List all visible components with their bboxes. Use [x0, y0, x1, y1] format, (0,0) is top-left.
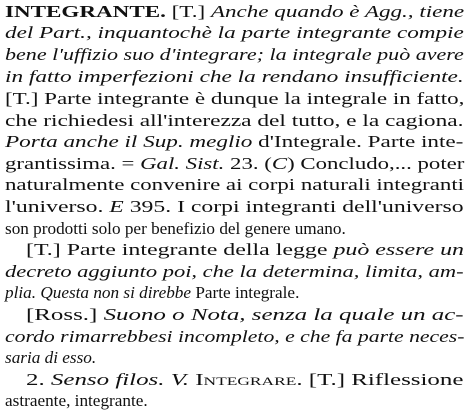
entry-text: bene l'uffizio suo d'integrare; la integrale può avere [5, 45, 464, 64]
entry-line [5, 326, 464, 348]
entry-text: Anche quando è Agg., tiene [210, 2, 465, 21]
entry-text: che richiedesi all'interezza del tutto, e la cagiona. [5, 111, 464, 130]
entry-line [5, 66, 464, 88]
entry-text: E [109, 197, 124, 216]
entry-line [5, 261, 464, 283]
entry-text: Senso filos. V. [50, 370, 189, 389]
entry-text: saria di esso. [5, 348, 97, 367]
entry-text: cordo rimarrebbesi incompleto, e che fa parte neces- [5, 327, 465, 346]
entry-text: in fatto imperfezioni che la rendano insufficiente. [5, 67, 464, 86]
headword: INTEGRANTE. [5, 2, 166, 21]
entry-text: . [T.] Riflessione [296, 370, 464, 389]
entry-text: [Ross.] [26, 305, 104, 324]
entry-text: può essere un [333, 240, 465, 259]
entry-text: Gal. Sist. [140, 154, 225, 173]
entry-line [5, 218, 346, 240]
entry-text: 23. ( [224, 154, 272, 173]
entry-line [5, 88, 464, 110]
entry-text: son prodotti solo per benefizio del genere umano. [5, 219, 346, 238]
entry-line [26, 239, 464, 261]
entry-text: naturalmente convenire ai corpi naturali integranti [5, 175, 465, 194]
entry-line [26, 369, 463, 391]
entry-text: [T.] [165, 2, 211, 21]
entry-text: 2. [26, 370, 51, 389]
entry-text: ) Concludo,... poter [287, 154, 465, 173]
entry-text: d'Integrale. Parte inte- [252, 132, 464, 151]
entry-line [5, 153, 464, 175]
entry-text: C [271, 154, 288, 173]
entry-line [5, 22, 464, 44]
entry-text: plia. Questa non si direbbe [5, 283, 192, 302]
entry-text: [T.] Parte integrante è dunque la integrale in fatto, [5, 89, 465, 108]
entry-line [5, 1, 464, 23]
entry-line [5, 390, 148, 412]
entry-line [26, 304, 464, 326]
entry-text: 395. I corpi integranti dell'universo [123, 197, 464, 216]
entry-text: Integrare [188, 370, 297, 389]
entry-text: [T.] Parte integrante della legge [26, 240, 334, 259]
entry-line [5, 44, 464, 66]
entry-line [5, 282, 299, 304]
entry-text: Suono o Nota, senza la quale un ac- [103, 305, 464, 324]
entry-text: Porta anche il Sup. meglio [5, 132, 253, 151]
entry-text: grantissima. = [5, 154, 141, 173]
entry-text: Parte integrale. [191, 283, 300, 302]
entry-line [5, 174, 464, 196]
entry-text: astraente, integrante. [5, 391, 148, 410]
entry-line [5, 131, 463, 153]
entry-line [5, 110, 463, 132]
entry-text: l'universo. [5, 197, 110, 216]
entry-line [5, 347, 96, 369]
entry-line [5, 196, 464, 218]
entry-text: del Part., inquantochè la parte integrante compie [5, 23, 464, 42]
entry-text: decreto aggiunto poi, che la determina, limita, am- [5, 262, 464, 281]
